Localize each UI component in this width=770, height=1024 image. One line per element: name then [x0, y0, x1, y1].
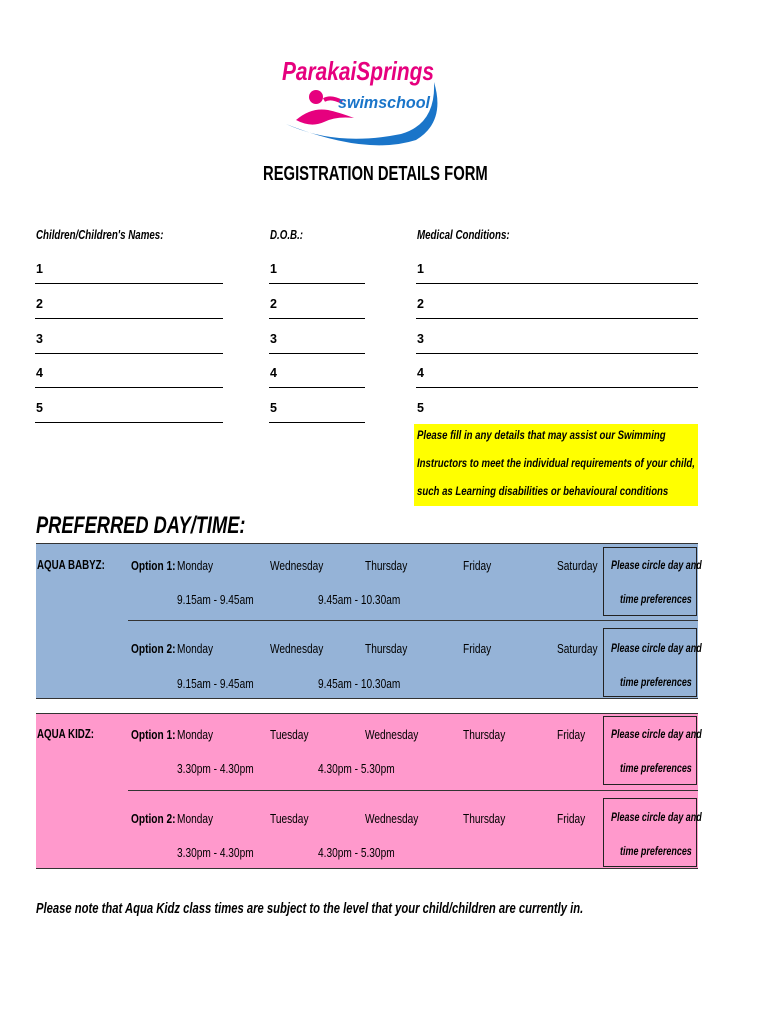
name-field-line[interactable] [35, 318, 223, 319]
babyz-opt2-day-saturday[interactable]: Saturday [557, 641, 598, 656]
kidz-option2-label: Option 2: [131, 811, 176, 826]
dob-row-number: 3 [270, 332, 277, 346]
babyz-opt1-day-thursday[interactable]: Thursday [365, 558, 408, 573]
dob-field-line[interactable] [269, 283, 365, 284]
name-row-number: 4 [36, 366, 43, 380]
circle-note-line: time preferences [620, 763, 692, 775]
circle-note-line: Please circle day and [611, 812, 702, 824]
babyz-opt1-time-late[interactable]: 9.45am - 10.30am [318, 592, 401, 607]
dob-row-number: 2 [270, 297, 277, 311]
dob-field-line[interactable] [269, 318, 365, 319]
babyz-option1-label: Option 1: [131, 558, 176, 573]
name-field-line[interactable] [35, 353, 223, 354]
name-field-line[interactable] [35, 283, 223, 284]
babyz-opt1-day-monday[interactable]: Monday [177, 558, 214, 573]
medical-field-line[interactable] [416, 318, 698, 319]
medical-note-line: Instructors to meet the individual requirements of your child, [417, 456, 695, 470]
babyz-opt1-day-saturday[interactable]: Saturday [557, 558, 598, 573]
aqua-babyz-label: AQUA BABYZ: [37, 558, 105, 572]
medical-note-line: such as Learning disabilities or behavioural conditions [417, 484, 669, 498]
option-divider [128, 790, 698, 791]
medical-row-number: 2 [417, 297, 424, 311]
name-field-line[interactable] [35, 422, 223, 423]
name-row-number: 1 [36, 262, 43, 276]
kidz-opt1-day-wednesday[interactable]: Wednesday [365, 727, 419, 742]
form-title [263, 163, 567, 186]
dob-field-line[interactable] [269, 387, 365, 388]
section-divider [36, 543, 698, 544]
name-row-number: 2 [36, 297, 43, 311]
medical-field-line[interactable] [416, 283, 698, 284]
medical-note-line: Please fill in any details that may assist our Swimming [417, 428, 666, 442]
babyz-opt1-time-early[interactable]: 9.15am - 9.45am [177, 592, 254, 607]
kidz-opt1-day-friday[interactable]: Friday [557, 727, 586, 742]
babyz-opt2-day-wednesday[interactable]: Wednesday [270, 641, 324, 656]
section-divider [36, 713, 698, 714]
kidz-opt2-day-thursday[interactable]: Thursday [463, 811, 506, 826]
kidz-option1-label: Option 1: [131, 727, 176, 742]
circle-note-line: time preferences [620, 677, 692, 689]
babyz-opt1-day-friday[interactable]: Friday [463, 558, 492, 573]
medical-row-number: 3 [417, 332, 424, 346]
babyz-opt2-day-thursday[interactable]: Thursday [365, 641, 408, 656]
babyz-opt2-time-late[interactable]: 9.45am - 10.30am [318, 676, 401, 691]
circle-note-line: Please circle day and [611, 643, 702, 655]
dob-row-number: 4 [270, 366, 277, 380]
medical-header: Medical Conditions: [417, 228, 510, 242]
kidz-opt2-day-tuesday[interactable]: Tuesday [270, 811, 309, 826]
medical-field-line[interactable] [416, 353, 698, 354]
logo-graphic [276, 52, 446, 142]
logo-text-sub: swimschool [338, 93, 432, 112]
kidz-opt2-time-late[interactable]: 4.30pm - 5.30pm [318, 845, 395, 860]
kidz-opt1-time-early[interactable]: 3.30pm - 4.30pm [177, 761, 254, 776]
dob-header: D.O.B.: [270, 228, 304, 242]
kidz-opt1-day-tuesday[interactable]: Tuesday [270, 727, 309, 742]
dob-field-line[interactable] [269, 353, 365, 354]
name-row-number: 5 [36, 401, 43, 415]
logo-text-brand: ParakaiSprings [282, 56, 434, 86]
medical-field-line[interactable] [416, 387, 698, 388]
circle-note-line: Please circle day and [611, 560, 702, 572]
section-divider [36, 698, 698, 699]
medical-row-number: 5 [417, 401, 424, 415]
circle-note-line: time preferences [620, 594, 692, 606]
circle-note-line: time preferences [620, 846, 692, 858]
medical-row-number: 1 [417, 262, 424, 276]
kidz-opt2-day-friday[interactable]: Friday [557, 811, 586, 826]
option-divider [128, 620, 698, 621]
babyz-opt1-day-wednesday[interactable]: Wednesday [270, 558, 324, 573]
form-title-text: REGISTRATION DETAILS FORM [263, 163, 488, 185]
school-logo [276, 52, 446, 142]
footer-note: Please note that Aqua Kidz class times are subject to the level that your child/children are currently in. [36, 900, 584, 917]
name-row-number: 3 [36, 332, 43, 346]
dob-row-number: 5 [270, 401, 277, 415]
dob-field-line[interactable] [269, 422, 365, 423]
babyz-option2-label: Option 2: [131, 641, 176, 656]
kidz-opt2-time-early[interactable]: 3.30pm - 4.30pm [177, 845, 254, 860]
dob-row-number: 1 [270, 262, 277, 276]
kidz-opt1-day-thursday[interactable]: Thursday [463, 727, 506, 742]
circle-note-line: Please circle day and [611, 729, 702, 741]
babyz-opt2-time-early[interactable]: 9.15am - 9.45am [177, 676, 254, 691]
kidz-opt2-day-monday[interactable]: Monday [177, 811, 214, 826]
kidz-opt2-day-wednesday[interactable]: Wednesday [365, 811, 419, 826]
aqua-kidz-label: AQUA KIDZ: [37, 727, 95, 741]
babyz-opt2-day-friday[interactable]: Friday [463, 641, 492, 656]
babyz-opt2-day-monday[interactable]: Monday [177, 641, 214, 656]
name-field-line[interactable] [35, 387, 223, 388]
medical-row-number: 4 [417, 366, 424, 380]
preferred-day-time-heading: PREFERRED DAY/TIME: [36, 512, 246, 539]
names-header: Children/Children's Names: [36, 228, 164, 242]
kidz-opt1-day-monday[interactable]: Monday [177, 727, 214, 742]
kidz-opt1-time-late[interactable]: 4.30pm - 5.30pm [318, 761, 395, 776]
section-divider [36, 868, 698, 869]
